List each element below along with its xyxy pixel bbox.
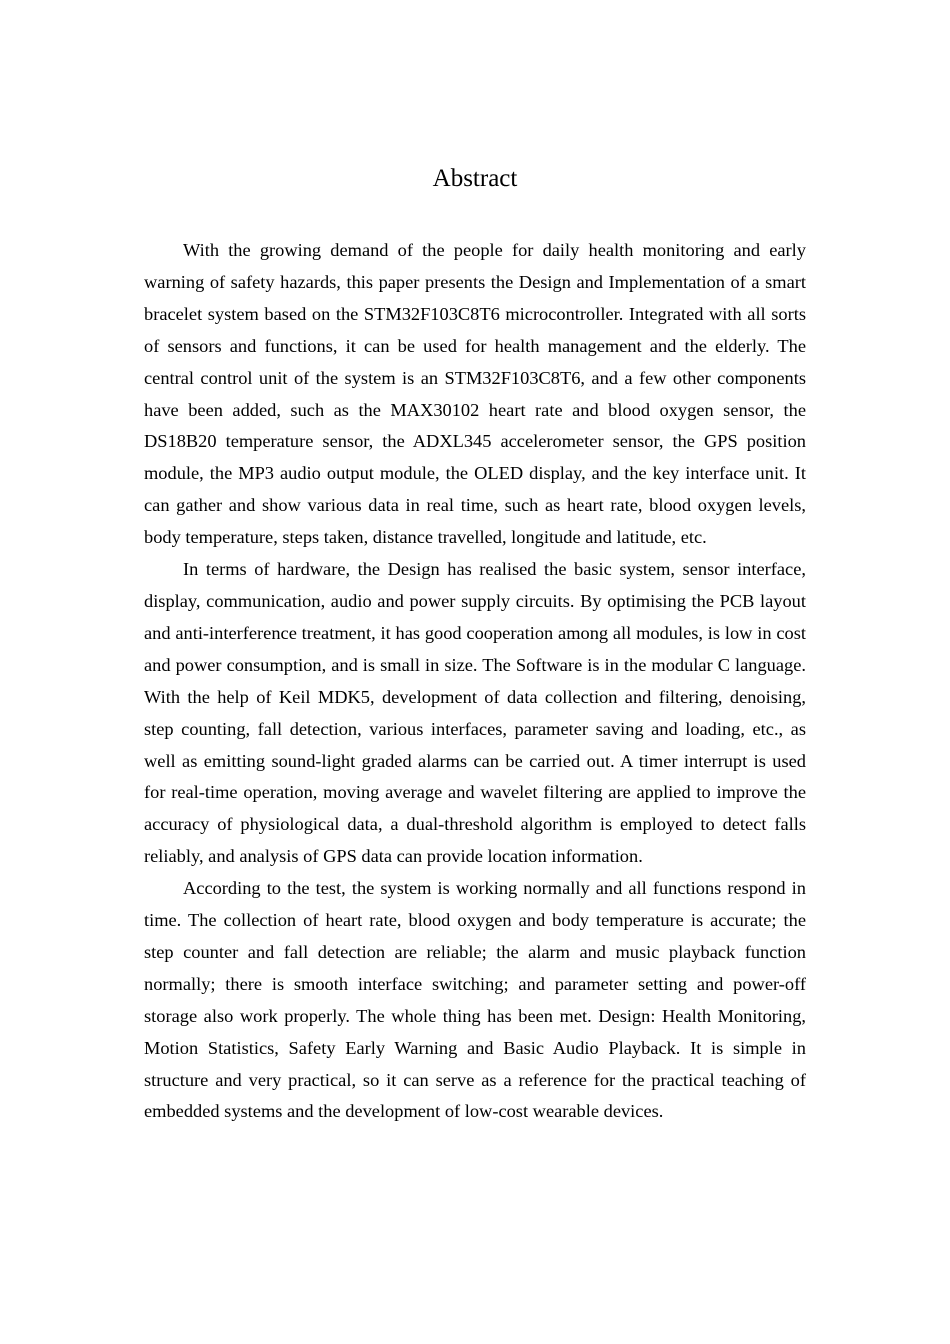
abstract-body	[144, 235, 806, 1128]
page-title: Abstract	[432, 165, 518, 192]
abstract-paragraph-3: According to the test, the system is working normally and all functions respond in time. The collection of heart rate, blood oxygen and body temperature is accurate; the step counter and fall detection are reliable; the alarm and music playback function normally; there is smooth interface switching; and parameter setting and power-off storage also work properly. The whole thing has been met. Design: Health Monitoring, Motion Statistics, Safety Early Warning and Basic Audio Playback. It is simple in structure and very practical, so it can serve as a reference for the practical teaching of embedded systems and the development of low-cost wearable devices.	[144, 878, 806, 1122]
abstract-paragraph-2: In terms of hardware, the Design has realised the basic system, sensor interface, display, communication, audio and power supply circuits. By optimising the PCB layout and anti-interference treatment, it has good cooperation among all modules, is low in cost and power consumption, and is small in size. The Software is in the modular C language. With the help of Keil MDK5, development of data collection and filtering, denoising, step counting, fall detection, various interfaces, parameter saving and loading, etc., as well as emitting sound-light graded alarms can be carried out. A timer interrupt is used for real-time operation, moving average and wavelet filtering are applied to improve the accuracy of physiological data, a dual-threshold algorithm is employed to detect falls reliably, and analysis of GPS data can provide location information.	[144, 559, 806, 867]
abstract-paragraph-1: With the growing demand of the people for daily health monitoring and early warning of safety hazards, this paper presents the Design and Implementation of a smart bracelet system based on the STM32F103C8T6 microcontroller. Integrated with all sorts of sensors and functions, it can be used for health management and the elderly. The central control unit of the system is an STM32F103C8T6, and a few other components have been added, such as the MAX30102 heart rate and blood oxygen sensor, the DS18B20 temperature sensor, the ADXL345 accelerometer sensor, the GPS position module, the MP3 audio output module, the OLED display, and the key interface unit. It can gather and show various data in real time, such as heart rate, blood oxygen levels, body temperature, steps taken, distance travelled, longitude and latitude, etc.	[144, 240, 806, 548]
